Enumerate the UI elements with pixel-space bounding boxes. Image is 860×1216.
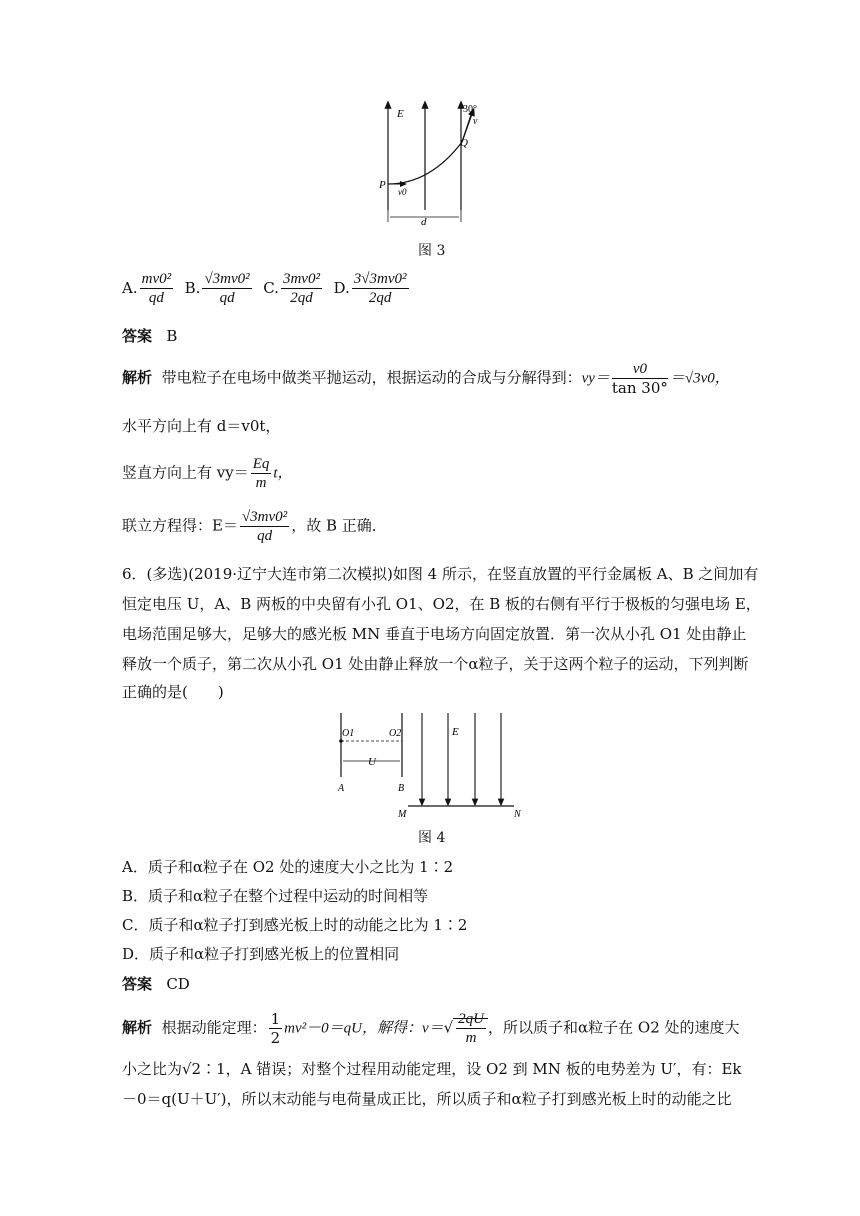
label-d: d <box>421 216 427 228</box>
fig3-caption: 图 3 <box>418 243 446 259</box>
q5-options <box>122 270 411 307</box>
q6-analysis-line3: －0＝q(U＋U′)，所以末动能与电荷量成正比，所以质子和α粒子打到感光板上时的动能之比 <box>122 1090 732 1108</box>
q6-stem-line-3: 电场范围足够大，足够大的感光板 MN 垂直于电场方向固定放置．第一次从小孔 O1 处由静止 <box>122 625 747 643</box>
q5-line2: 水平方向上有 d＝v0t， <box>122 417 281 435</box>
option-c: C. $\frac{\text{3mv0²}}{2qd}$ <box>263 271 320 306</box>
q6-analysis-line1: 解析 根据动能定理： $\frac{1}{2}$ mv²－0＝qU，解得：v＝√ $\frac{2qU}{m}$ ，所以质子和α粒子在 O2 处的速度大 <box>122 1010 740 1047</box>
svg-text:B: B <box>398 783 405 794</box>
q6-stem-line-4: 释放一个质子，第二次从小孔 O1 处由静止释放一个α粒子，关于这两个粒子的运动，下列判断 <box>122 655 749 673</box>
label-v: v <box>473 116 478 127</box>
q6-stem-line-5: 正确的是( ) <box>122 683 224 701</box>
q6-stem-line-2: 恒定电压 U，A、B 两板的中央留有小孔 O1、O2，在 B 板的右侧有平行于极板的匀强电场 E， <box>122 595 761 613</box>
label-v0: v0 <box>398 187 407 197</box>
figure-4 <box>330 705 530 825</box>
q5-line4: 联立方程得：E＝ $\frac{\text{√3mv0²}}{qd}$ ，故 B 正确． <box>122 509 387 544</box>
label-E: E <box>397 108 404 120</box>
svg-text:M: M <box>398 809 407 820</box>
svg-text:A: A <box>338 783 345 794</box>
fig4-caption: 图 4 <box>418 830 446 846</box>
svg-text:N: N <box>514 809 521 820</box>
svg-text:O1: O1 <box>342 728 355 739</box>
q6-option-b: B．质子和α粒子在整个过程中运动的时间相等 <box>122 887 429 905</box>
option-b: B. $\frac{\text{√3mv0²}}{qd}$ <box>184 271 250 306</box>
q5-answer: 答案 B <box>122 327 178 345</box>
svg-text:E: E <box>452 726 459 738</box>
q6-option-c: C．质子和α粒子打到感光板上时的动能之比为 1∶2 <box>122 916 468 934</box>
q5-line3: 竖直方向上有 vy＝ $\frac{Eq}{m}$ t， <box>122 456 293 491</box>
q6-analysis-line2: 小之比为√2∶1，A 错误；对整个过程用动能定理，设 O2 到 MN 板的电势差为 U′，有：Ek <box>122 1060 742 1078</box>
figure-3 <box>370 98 490 233</box>
option-a: A. $\frac{\text{mv0²}}{qd}$ <box>122 271 172 306</box>
q6-answer: 答案 CD <box>122 975 190 993</box>
q6-option-a: A．质子和α粒子在 O2 处的速度大小之比为 1∶2 <box>122 858 454 876</box>
q6-stem-line-1: 6．(多选)(2019·辽宁大连市第二次模拟)如图 4 所示，在竖直放置的平行金属板 A、B 之间加有 <box>122 565 759 583</box>
svg-text:O2: O2 <box>389 728 402 739</box>
svg-text:U: U <box>368 756 376 768</box>
q5-analysis-line1: 解析 带电粒子在电场中做类平抛运动，根据运动的合成与分解得到：vy＝ $\frac{v0}{\tan 30^\circ}$ ＝√3v0， <box>122 361 730 397</box>
label-Q: Q <box>460 137 468 149</box>
label-angle: 30° <box>463 104 477 115</box>
option-d: D. $\frac{\text{3√3mv0²}}{2qd}$ <box>333 271 407 306</box>
label-P: P <box>379 179 386 191</box>
q6-option-d: D．质子和α粒子打到感光板上的位置相同 <box>122 945 400 963</box>
